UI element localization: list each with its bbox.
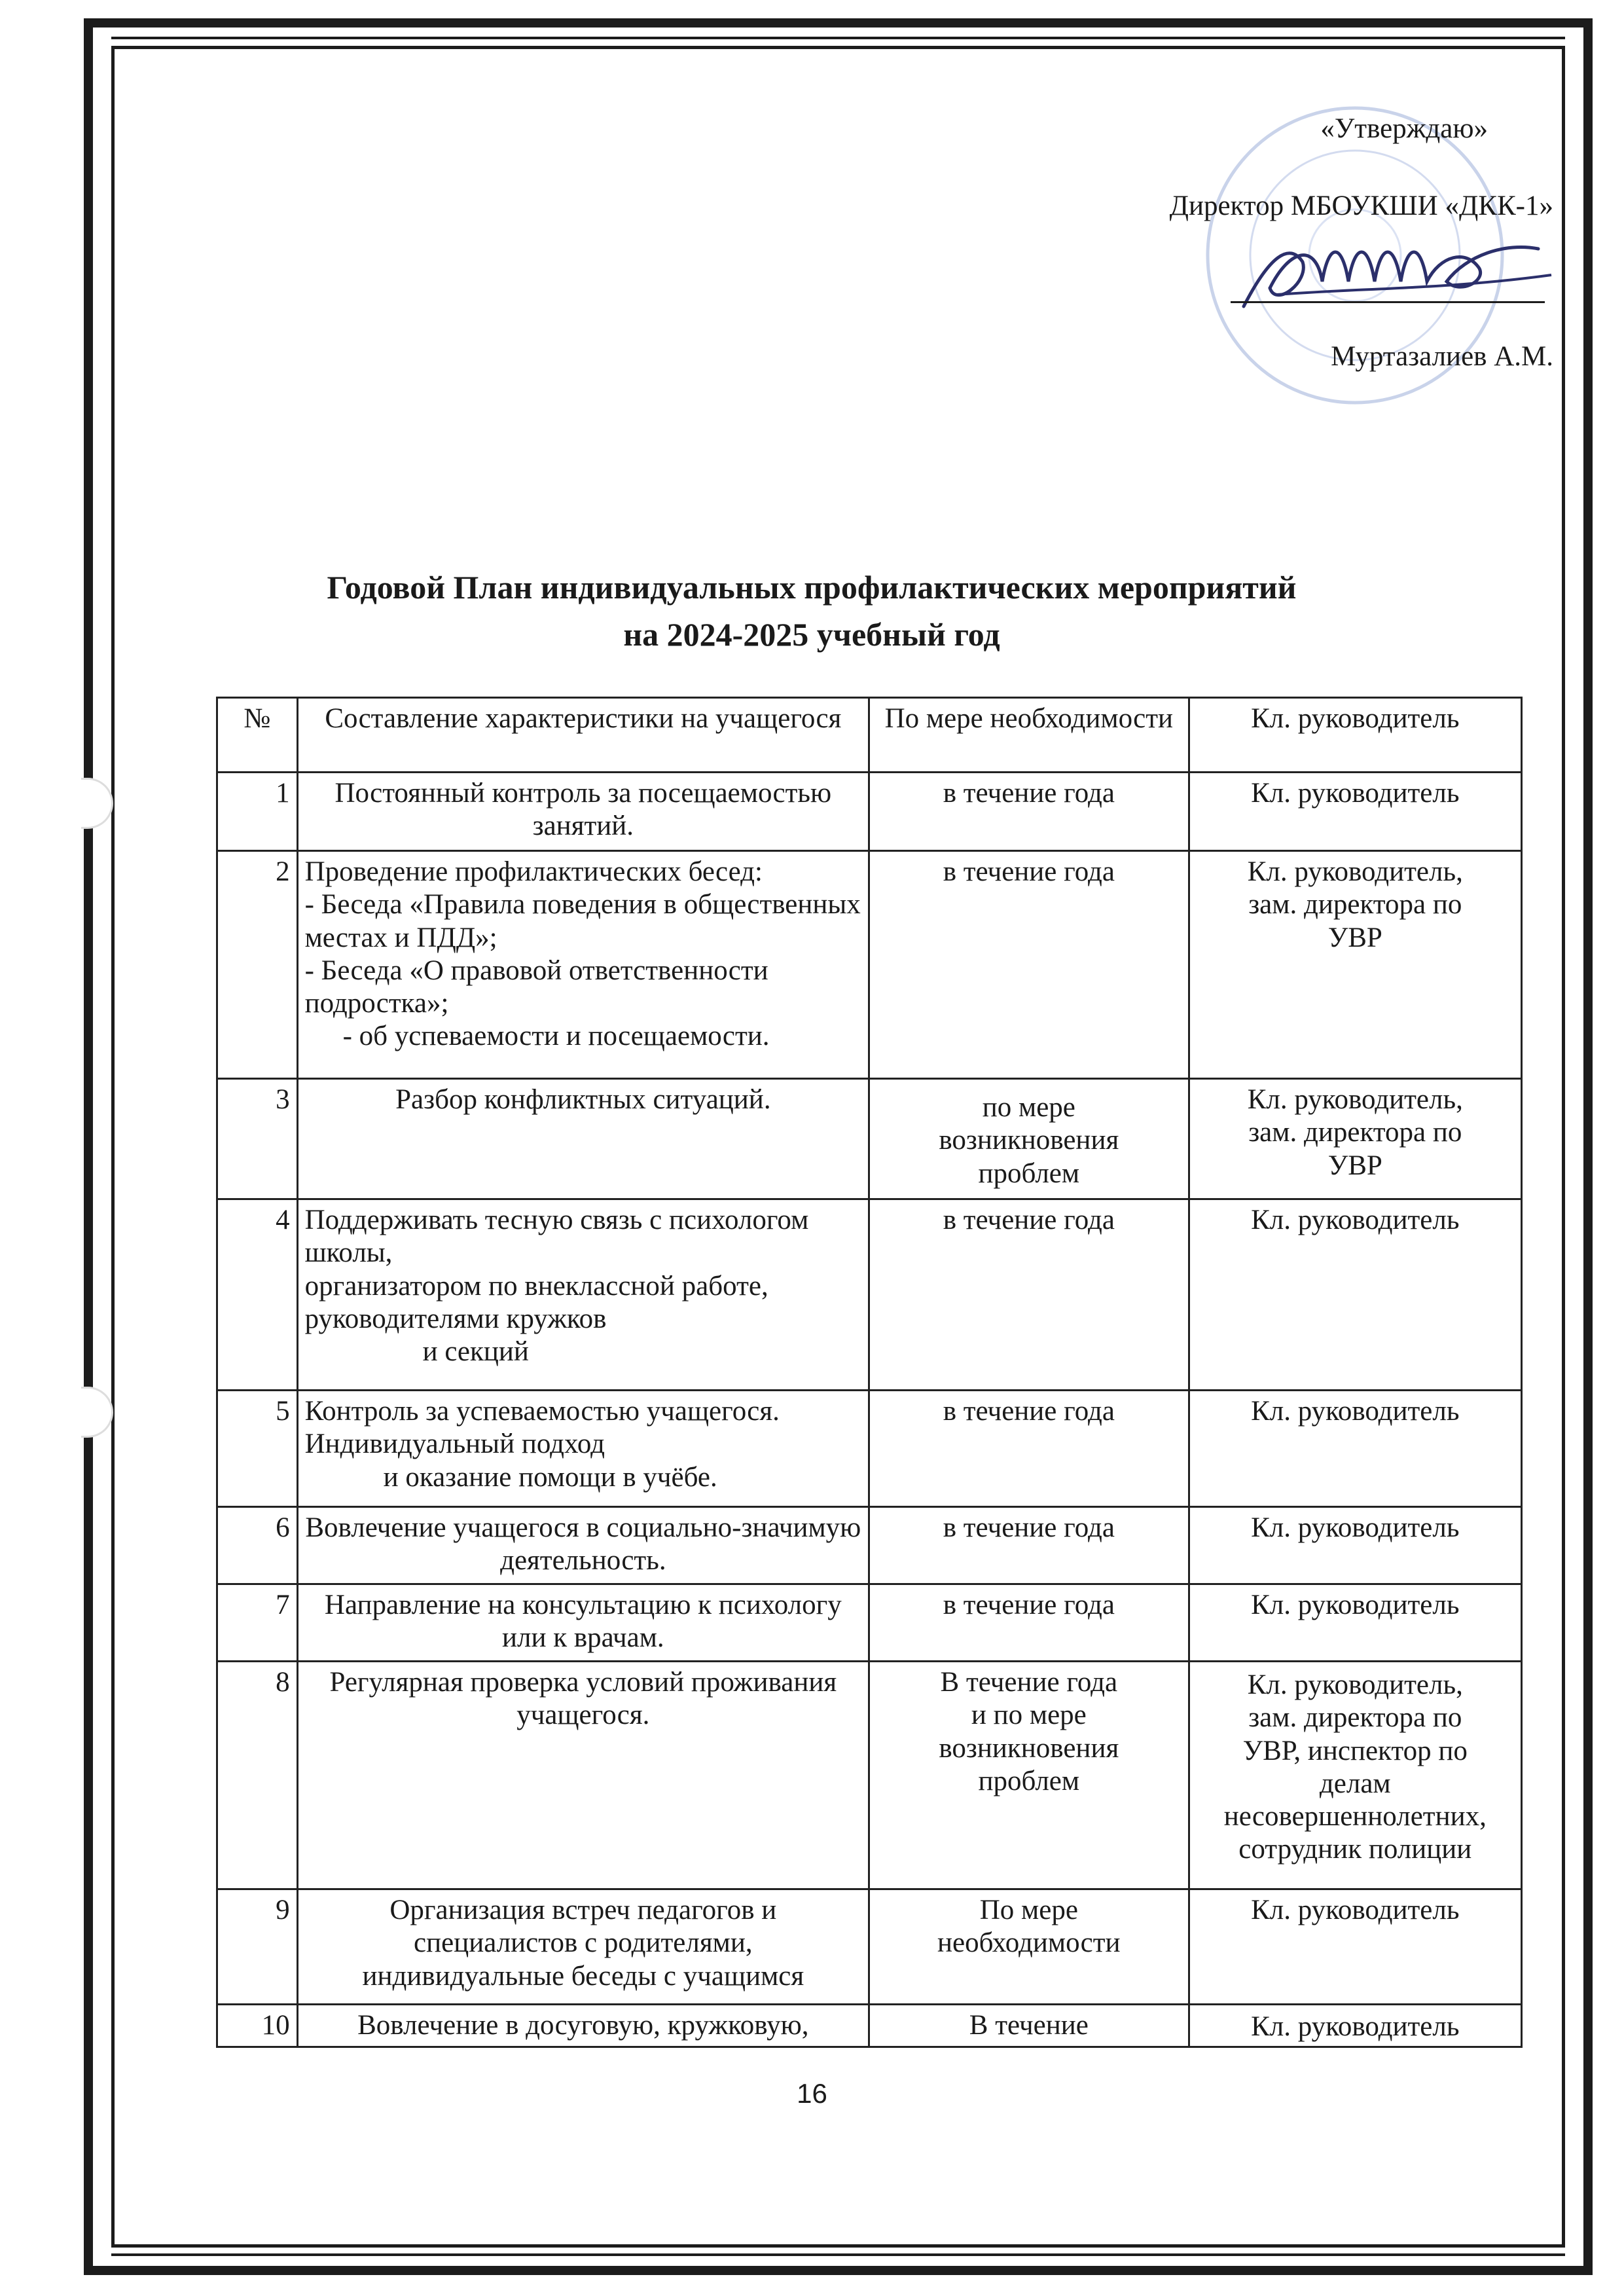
responsible-text: Кл. руководитель, <box>1247 856 1463 887</box>
activity-text: Вовлечение в досуговую, кружковую, <box>357 2010 809 2041</box>
responsible-text: УВР <box>1327 922 1382 953</box>
row-responsible <box>1189 1889 1521 2005</box>
approval-heading: «Утверждаю» <box>1320 113 1488 144</box>
row-term <box>869 1662 1189 1889</box>
row-activity <box>297 1199 869 1391</box>
responsible-text: Кл. руководитель <box>1251 1205 1460 1235</box>
responsible-text: Кл. руководитель, <box>1247 1084 1463 1115</box>
activity-text: Поддерживать тесную связь с психологом школы, <box>304 1205 809 1269</box>
term-text: В течение <box>969 2010 1089 2041</box>
responsible-text: УВР <box>1327 1150 1382 1181</box>
term-text: возникновения <box>939 1732 1119 1764</box>
row-number: 6 <box>217 1507 298 1584</box>
row-term <box>869 1079 1189 1199</box>
table-row <box>217 2005 1522 2047</box>
document-title: Годовой План индивидуальных профилактических мероприятий <box>327 569 1297 606</box>
term-text: необходимости <box>937 1927 1121 1959</box>
table-row <box>217 1584 1522 1662</box>
term-text: по мере <box>982 1092 1075 1123</box>
row-term <box>869 1507 1189 1584</box>
activity-text: - об успеваемости и посещаемости. <box>342 1021 770 1052</box>
row-activity <box>297 1662 869 1889</box>
activity-text: - Беседа «Правила поведения в общественных местах и ПДД»; <box>304 889 861 953</box>
activity-text: Постоянный контроль за посещаемостью занятий. <box>334 778 832 842</box>
responsible-text: УВР, инспектор по <box>1242 1735 1468 1766</box>
term-text: проблем <box>978 1157 1080 1189</box>
row-term <box>869 1889 1189 2005</box>
row-term <box>869 851 1189 1079</box>
responsible-text: сотрудник полиции <box>1238 1834 1472 1865</box>
table-row <box>217 851 1522 1079</box>
activity-text: Регулярная проверка условий проживания учащегося. <box>329 1667 837 1731</box>
term-text: в течение года <box>943 1205 1115 1235</box>
plan-table <box>216 697 1523 2048</box>
activity-text: и оказание помощи в учёбе. <box>383 1461 717 1493</box>
term-text: в течение года <box>943 778 1115 809</box>
activity-text: Направление на консультацию к психологу или к врачам. <box>324 1590 842 1654</box>
term-text: в течение года <box>943 1590 1115 1620</box>
row-number: 8 <box>217 1662 298 1889</box>
activity-text: Разбор конфликтных ситуаций. <box>395 1084 771 1115</box>
table-row <box>217 1199 1522 1391</box>
row-responsible <box>1189 1662 1521 1889</box>
row-term <box>869 1199 1189 1391</box>
row-responsible <box>1189 1391 1521 1507</box>
responsible-text: Кл. руководитель <box>1251 1590 1460 1620</box>
term-text: возникновения <box>939 1125 1119 1156</box>
row-number: 1 <box>217 773 298 851</box>
table-header-row <box>217 698 1522 773</box>
responsible-text: Кл. руководитель <box>1251 778 1460 809</box>
table-row <box>217 1507 1522 1584</box>
activity-text: Индивидуальный подход <box>304 1429 605 1460</box>
row-activity <box>297 2005 869 2047</box>
row-responsible <box>1189 851 1521 1079</box>
term-text: В течение года <box>940 1667 1118 1698</box>
row-activity <box>297 1889 869 2005</box>
responsible-text: Кл. руководитель, <box>1247 1669 1463 1700</box>
row-activity <box>297 1391 869 1507</box>
responsible-text: зам. директора по <box>1248 1117 1462 1148</box>
header-term: По мере необходимости <box>869 698 1189 773</box>
row-term <box>869 2005 1189 2047</box>
document-subtitle: на 2024-2025 учебный год <box>623 616 1000 653</box>
row-activity <box>297 1507 869 1584</box>
page-border-rule <box>111 2253 1565 2256</box>
row-responsible <box>1189 1079 1521 1199</box>
term-text: По мере <box>979 1895 1078 1925</box>
term-text: в течение года <box>943 856 1115 887</box>
signature-line <box>1231 301 1545 303</box>
row-responsible <box>1189 1199 1521 1391</box>
activity-text: Проведение профилактических бесед: <box>304 856 763 887</box>
term-text: и по мере <box>971 1700 1087 1731</box>
row-activity <box>297 1079 869 1199</box>
responsible-text: делам <box>1319 1768 1391 1799</box>
table-row <box>217 1079 1522 1199</box>
row-number: 2 <box>217 851 298 1079</box>
header-num: № <box>217 698 298 773</box>
row-number: 10 <box>217 2005 298 2047</box>
table-row <box>217 1889 1522 2005</box>
activity-text: руководителями кружков <box>304 1303 607 1334</box>
approval-position: Директор МБОУКШИ «ДКК-1» <box>1169 191 1553 221</box>
table-row <box>217 1391 1522 1507</box>
row-number: 7 <box>217 1584 298 1662</box>
header-responsible: Кл. руководитель <box>1189 698 1521 773</box>
row-responsible <box>1189 2005 1521 2047</box>
row-responsible <box>1189 1507 1521 1584</box>
row-term <box>869 1391 1189 1507</box>
row-number: 9 <box>217 1889 298 2005</box>
activity-text: Организация встреч педагогов и специалистов с родителями, <box>389 1895 777 1959</box>
page-border-rule <box>111 37 1565 39</box>
term-text: в течение года <box>943 1512 1115 1543</box>
director-name: Муртазалиев А.М. <box>1331 341 1553 372</box>
page-number: 16 <box>797 2078 827 2109</box>
row-term <box>869 773 1189 851</box>
term-text: в течение года <box>943 1396 1115 1427</box>
responsible-text: Кл. руководитель <box>1251 2011 1460 2042</box>
row-responsible <box>1189 1584 1521 1662</box>
row-number: 4 <box>217 1199 298 1391</box>
responsible-text: зам. директора по <box>1248 889 1462 920</box>
row-term <box>869 1584 1189 1662</box>
responsible-text: Кл. руководитель <box>1251 1512 1460 1543</box>
activity-text: Контроль за успеваемостью учащегося. <box>304 1396 780 1427</box>
table-row <box>217 773 1522 851</box>
activity-text: организатором по внеклассной работе, <box>304 1270 768 1302</box>
activity-text: Вовлечение учащегося в социально-значимую деятельность. <box>305 1512 861 1576</box>
responsible-text: несовершеннолетних, <box>1223 1801 1487 1832</box>
row-activity <box>297 773 869 851</box>
responsible-text: зам. директора по <box>1248 1702 1462 1734</box>
activity-text: и секций <box>422 1336 529 1368</box>
row-number: 3 <box>217 1079 298 1199</box>
activity-text: индивидуальные беседы с учащимся <box>362 1960 804 1992</box>
row-responsible <box>1189 773 1521 851</box>
term-text: проблем <box>978 1765 1080 1796</box>
table-row <box>217 1662 1522 1889</box>
row-number: 5 <box>217 1391 298 1507</box>
responsible-text: Кл. руководитель <box>1251 1895 1460 1925</box>
responsible-text: Кл. руководитель <box>1251 1396 1460 1427</box>
header-activity: Составление характеристики на учащегося <box>297 698 869 773</box>
row-activity <box>297 1584 869 1662</box>
row-activity <box>297 851 869 1079</box>
activity-text: - Беседа «О правовой ответственности подростка»; <box>304 955 768 1019</box>
